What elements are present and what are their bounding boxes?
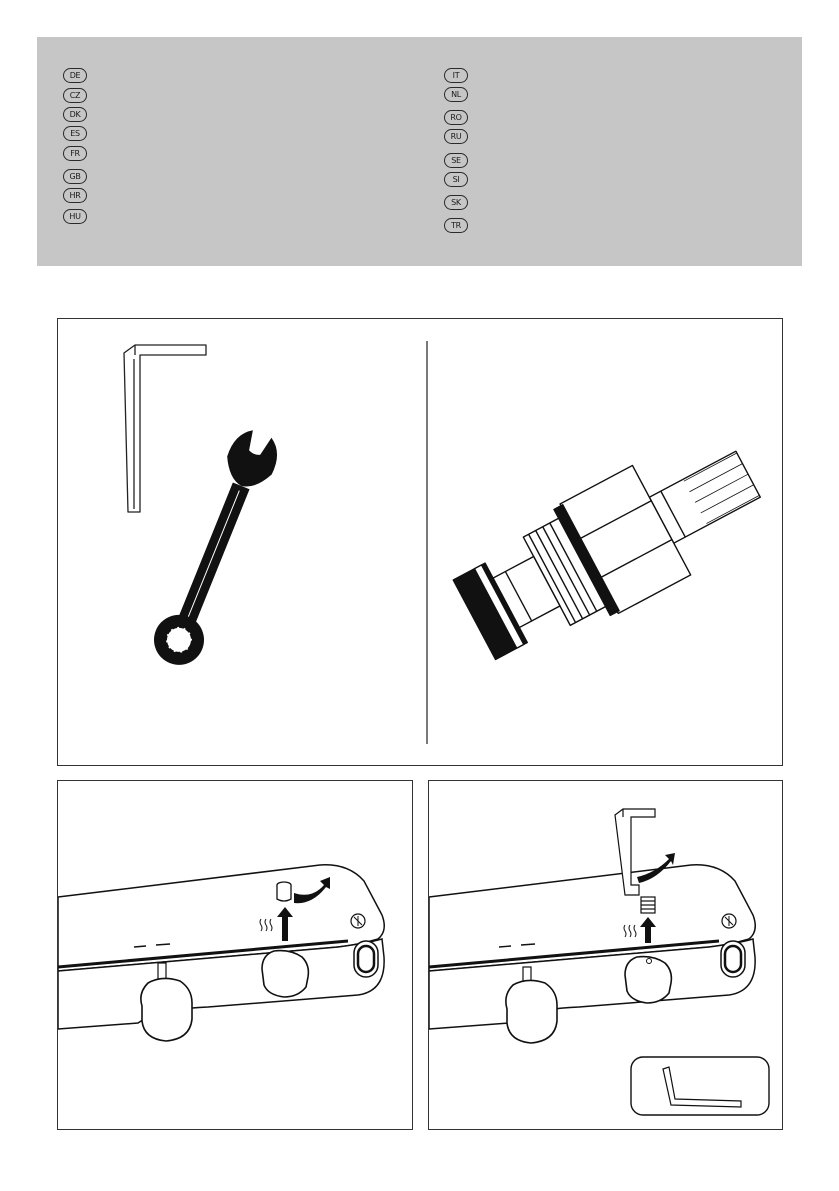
tools-illustration bbox=[58, 319, 782, 765]
lang-badge-nl[interactable]: NL bbox=[444, 87, 468, 102]
valve-cartridge-icon bbox=[445, 419, 777, 674]
temperature-knob bbox=[262, 951, 308, 997]
lang-badge-tr[interactable]: TR bbox=[444, 218, 468, 233]
step-1-illustration-frame bbox=[57, 780, 413, 1130]
lang-badge-cz[interactable]: CZ bbox=[63, 88, 87, 103]
language-panel bbox=[37, 37, 802, 266]
lang-badge-sk[interactable]: SK bbox=[444, 195, 468, 210]
tools-illustration-frame bbox=[57, 318, 783, 766]
cap-icon bbox=[277, 882, 291, 901]
lang-badge-es[interactable]: ES bbox=[63, 126, 87, 141]
shower-thermostat-icon bbox=[58, 781, 412, 1129]
lang-badge-gb[interactable]: GB bbox=[63, 169, 87, 184]
temperature-knob bbox=[625, 957, 671, 1003]
lang-badge-de[interactable]: DE bbox=[63, 68, 87, 83]
lang-badge-si[interactable]: SI bbox=[444, 172, 468, 187]
combination-wrench-icon bbox=[146, 425, 285, 673]
grub-screw-icon bbox=[641, 897, 655, 913]
lang-badge-hr[interactable]: HR bbox=[63, 188, 87, 203]
lang-badge-ro[interactable]: RO bbox=[444, 110, 468, 125]
hex-key-inset bbox=[631, 1057, 769, 1115]
hex-key-icon bbox=[124, 345, 206, 512]
step-2-illustration-frame bbox=[428, 780, 783, 1130]
lang-badge-hu[interactable]: HU bbox=[63, 209, 87, 224]
lang-badge-fr[interactable]: FR bbox=[63, 146, 87, 161]
lang-badge-ru[interactable]: RU bbox=[444, 129, 468, 144]
lang-badge-it[interactable]: IT bbox=[444, 68, 468, 83]
shower-thermostat-icon bbox=[429, 781, 782, 1129]
lang-badge-dk[interactable]: DK bbox=[63, 107, 87, 122]
lang-badge-se[interactable]: SE bbox=[444, 153, 468, 168]
